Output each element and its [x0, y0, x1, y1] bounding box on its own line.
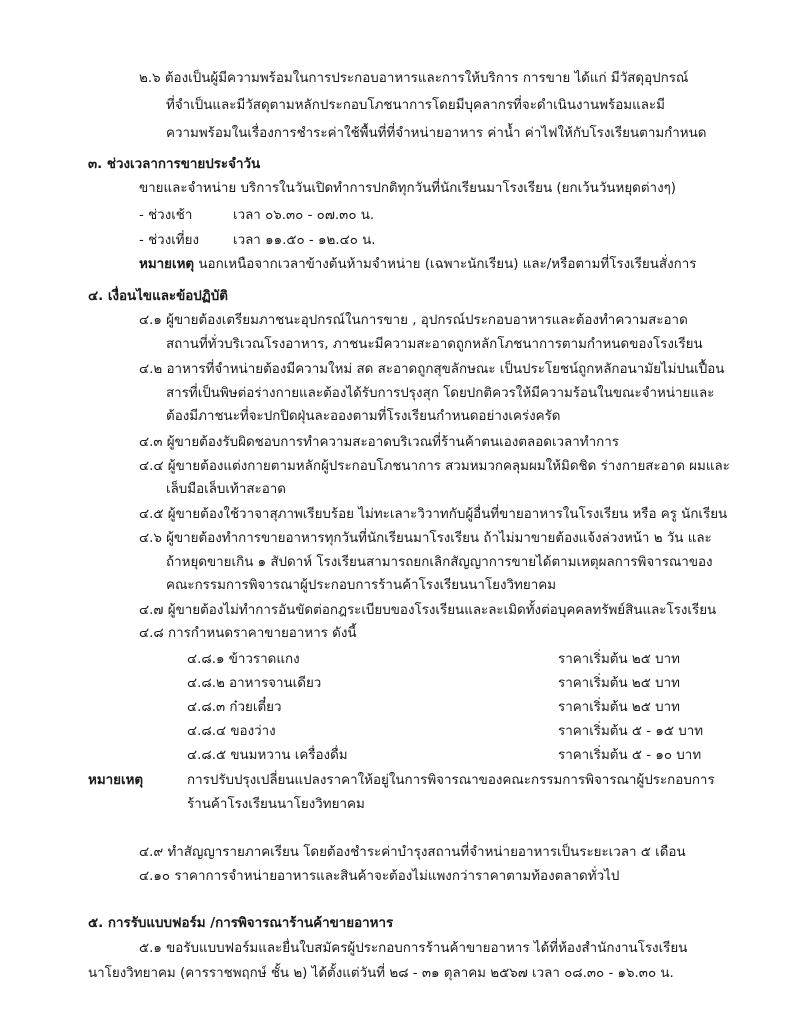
price-note-line-2: ร้านค้าโรงเรียนนาโยงวิทยาคม	[187, 797, 365, 812]
item-4-4-line-1: ๔.๔ ผู้ขายต้องแต่งกายตามหลักผู้ประกอบโภชนาการ สวมหมวกคลุมผมให้มิดชิด ร่างกายสะอาด ผมและ	[139, 459, 730, 474]
price-note-label: หมายเหตุ	[88, 773, 144, 788]
noon-label: - ช่วงเที่ยง	[139, 233, 200, 248]
price-item: ๔.๘.๒ อาหารจานเดียว	[187, 676, 322, 691]
item-4-3: ๔.๓ ผู้ขายต้องรับผิดชอบการทำความสะอาดบริเวณที่ร้านค้าตนเองตลอดเวลาทำการ	[139, 435, 619, 450]
item-4-2-line-2: สารที่เป็นพิษต่อร่างกายและต้องได้รับการปรุงสุก โดยปกติควรให้มีความร้อนในขณะจำหน่ายและ	[166, 386, 715, 401]
price-row	[187, 673, 747, 695]
section-5-heading: ๕. การรับแบบฟอร์ม /การพิจารณาร้านค้าขายอาหาร	[88, 916, 394, 931]
price-item: ๔.๘.๓ ก๋วยเตี๋ยว	[187, 700, 282, 715]
item-4-6-line-3: คณะกรรมการพิจารณาผู้ประกอบการร้านค้าโรงเรียนนาโยงวิทยาคม	[166, 578, 557, 593]
section-4-heading: ๔. เงื่อนไขและข้อปฏิบัติ	[88, 289, 228, 304]
item-5-1-line-2: นาโยงวิทยาคม (คารราชพฤกษ์ ชั้น ๒) ได้ตั้งแต่วันที่ ๒๘ - ๓๑ ตุลาคม ๒๕๖๗ เวลา ๐๘.๓๐ - ๑๖.๓๐ น.	[88, 966, 674, 981]
price-item: ๔.๘.๕ ขนมหวาน เครื่องดื่ม	[187, 748, 348, 763]
price-row	[187, 697, 747, 719]
item-5-1-line-1: ๕.๑ ขอรับแบบฟอร์มและยื่นใบสมัครผู้ประกอบการร้านค้าขายอาหาร ได้ที่ห้องสำนักงานโรงเรียน	[139, 941, 688, 956]
item-4-2-line-1: ๔.๒ อาหารที่จำหน่ายต้องมีความใหม่ สด สะอาดถูกสุขลักษณะ เป็นประโยชน์ถูกหลักอนามัยไม่ปนเปื้อน	[139, 362, 725, 377]
price-value: ราคาเริ่มต้น ๒๕ บาท	[558, 700, 680, 715]
note-text: นอกเหนือจากเวลาข้างต้นห้ามจำหน่าย (เฉพาะนักเรียน) และ/หรือตามที่โรงเรียนสั่งการ	[198, 257, 697, 272]
price-value: ราคาเริ่มต้น ๕ - ๑๕ บาท	[558, 724, 704, 739]
item-4-6-line-2: ถ้าหยุดขายเกิน ๑ สัปดาห์ โรงเรียนสามารถยกเลิกสัญญาการขายได้ตามเหตุผลการพิจารณาของ	[166, 555, 713, 570]
item-4-10: ๔.๑๐ ราคาการจำหน่ายอาหารและสินค้าจะต้องไม่แพงกว่าราคาตามท้องตลาดทั่วไป	[139, 869, 620, 884]
price-value: ราคาเริ่มต้น ๒๕ บาท	[558, 652, 680, 667]
section-3-intro: ขายและจำหน่าย บริการในวันเปิดทำการปกติทุกวันที่นักเรียนมาโรงเรียน (ยกเว้นวันหยุดต่างๆ)	[139, 181, 677, 196]
item-4-7: ๔.๗ ผู้ขายต้องไม่ทำการอันขัดต่อกฎระเบียบของโรงเรียนและละเมิดทั้งต่อบุคคลทรัพย์สินและโรงเรียน	[139, 603, 717, 618]
price-row	[187, 721, 747, 743]
item-4-4-line-2: เล็บมือเล็บเท้าสะอาด	[166, 482, 286, 497]
item-4-9: ๔.๙ ทำสัญญารายภาคเรียน โดยต้องชำระค่าบำรุงสถานที่จำหน่ายอาหารเป็นระยะเวลา ๕ เดือน	[139, 845, 686, 860]
item-4-8: ๔.๘ การกำหนดราคาขายอาหาร ดังนี้	[139, 626, 357, 641]
item-2-6-line-3: ความพร้อมในเรื่องการชำระค่าใช้พื้นที่ที่จำหน่ายอาหาร ค่าน้ำ ค่าไฟให้กับโรงเรียนตามกำหนด	[166, 126, 707, 141]
morning-time: เวลา ๐๖.๓๐ - ๐๗.๓๐ น.	[233, 208, 375, 223]
price-item: ๔.๘.๔ ของว่าง	[187, 724, 276, 739]
price-row	[187, 745, 747, 767]
section-3-note	[139, 254, 696, 276]
item-4-1-line-2: สถานที่ทั่วบริเวณโรงอาหาร, ภาชนะมีความสะอาดถูกหลักโภชนาการตามกำหนดของโรงเรียน	[166, 337, 703, 352]
section-3-heading: ๓. ช่วงเวลาการขายประจำวัน	[88, 157, 261, 172]
price-value: ราคาเริ่มต้น ๕ - ๑๐ บาท	[558, 748, 702, 763]
price-row	[187, 649, 747, 671]
morning-label: - ช่วงเช้า	[139, 208, 193, 223]
item-2-6-line-1: ๒.๖ ต้องเป็นผู้มีความพร้อมในการประกอบอาหารและการให้บริการ การขาย ได้แก่ มีวัสดุอุปกรณ์	[139, 71, 689, 86]
price-note-line-1: การปรับปรุงเปลี่ยนแปลงราคาให้อยู่ในการพิจารณาของคณะกรรมการพิจารณาผู้ประกอบการ	[187, 773, 715, 788]
item-4-5: ๔.๕ ผู้ขายต้องใช้วาจาสุภาพเรียบร้อย ไม่ทะเลาะวิวาทกับผู้อื่นที่ขายอาหารในโรงเรียน หรือ ครู นักเรียน	[139, 507, 728, 522]
price-item: ๔.๘.๑ ข้าวราดแกง	[187, 652, 300, 667]
item-2-6-line-2: ที่จำเป็นและมีวัสดุตามหลักประกอบโภชนาการโดยมีบุคลากรที่จะดำเนินงานพร้อมและมี	[166, 98, 665, 113]
item-4-1-line-1: ๔.๑ ผู้ขายต้องเตรียมภาชนะอุปกรณ์ในการขาย , อุปกรณ์ประกอบอาหารและต้องทำความสะอาด	[139, 313, 688, 328]
item-4-2-line-3: ต้องมีภาชนะที่จะปกปิดฝุ่นละอองตามที่โรงเรียนกำหนดอย่างเคร่งครัด	[166, 409, 561, 424]
note-label: หมายเหตุ	[139, 257, 195, 272]
noon-time: เวลา ๑๑.๕๐ - ๑๒.๔๐ น.	[233, 233, 376, 248]
price-value: ราคาเริ่มต้น ๒๕ บาท	[558, 676, 680, 691]
item-4-6-line-1: ๔.๖ ผู้ขายต้องทำการขายอาหารทุกวันที่นักเรียนมาโรงเรียน ถ้าไม่มาขายต้องแจ้งล่วงหน้า ๒ วัน และ	[139, 531, 712, 546]
